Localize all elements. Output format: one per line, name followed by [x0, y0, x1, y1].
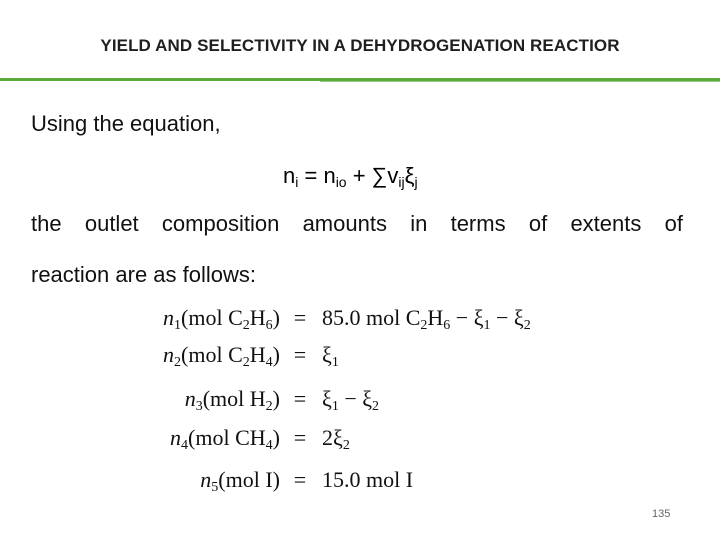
body-text-line-2: the outlet composition amounts in terms of extents of [31, 211, 683, 236]
body-text-line-3: reaction are as follows: [31, 262, 256, 287]
intro-text: Using the equation, [31, 111, 221, 136]
title-underline-accent [320, 81, 720, 82]
equation-row-n1: $n_1(mol$ $C_2H_6$) = 85.0 mol $C_2H_6 - \xi_1 - \xi_2$ [163, 305, 531, 333]
equation-row-n5: $n_5(mol$ I) = 15.0 mol I [200, 467, 414, 495]
equation-row-n4: $n_4(mol$ $CH_4$) = $2\xi_2$ [170, 425, 350, 453]
general-equation: $n_i = n_{io} + \sum v_{ij}\xi_j$ [283, 163, 418, 190]
equation-row-n3: $n_3(mol$ $H_2$) = $\xi_1 - \xi_2$ [184, 386, 380, 414]
slide-title: YIELD AND SELECTIVITY IN A DEHYDROGENATION REACTIOR [100, 36, 620, 55]
composition-equations [0, 301, 720, 501]
equation-row-n2: $n_2(mol$ $C_2H_4$) = $\xi_1$ [163, 342, 339, 370]
page-number: 135 [652, 508, 671, 520]
